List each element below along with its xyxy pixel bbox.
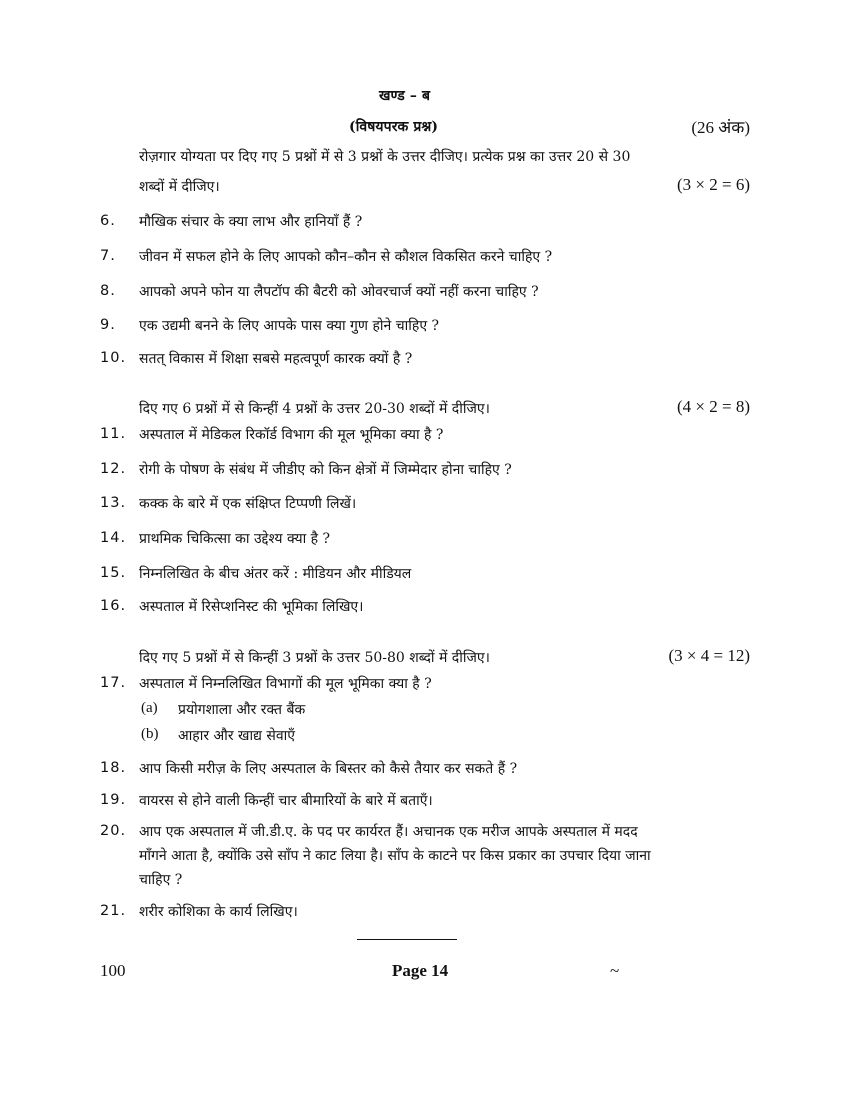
question-number: 19. — [100, 792, 127, 808]
subpart-text: आहार और खाद्य सेवाएँ — [178, 728, 296, 744]
question-number: 10. — [100, 350, 127, 366]
question-text: रोगी के पोषण के संबंध में जीडीए को किन क्षेत्रों में जिम्मेदार होना चाहिए ? — [139, 462, 512, 478]
group1-instruction-line1: रोज़गार योग्यता पर दिए गए 5 प्रश्नों में से 3 प्रश्नों के उत्तर दीजिए। प्रत्येक प्रश्न का उत्तर 20 से 30 — [139, 149, 631, 165]
question-text: जीवन में सफल होने के लिए आपको कौन–कौन से कौशल विकसित करने चाहिए ? — [139, 249, 553, 265]
question-text: अस्पताल में मेडिकल रिकॉर्ड विभाग की मूल भूमिका क्या है ? — [139, 427, 444, 443]
subpart-label: (b) — [141, 726, 159, 742]
question-number: 8. — [100, 283, 116, 299]
question-text-line3: चाहिए ? — [139, 872, 183, 888]
section-title: खण्ड – ब — [379, 88, 431, 104]
question-number: 13. — [100, 495, 127, 511]
question-text: आपको अपने फोन या लैपटॉप की बैटरी को ओवरचार्ज क्यों नहीं करना चाहिए ? — [139, 284, 539, 300]
paper-code: 100 — [100, 961, 126, 980]
question-number: 18. — [100, 760, 127, 776]
section-subtitle: (विषयपरक प्रश्न) — [349, 119, 439, 135]
question-text: शरीर कोशिका के कार्य लिखिए। — [139, 904, 298, 920]
page-number: Page 14 — [392, 961, 449, 980]
question-text: एक उद्यमी बनने के लिए आपके पास क्या गुण होने चाहिए ? — [139, 318, 440, 334]
question-text-line1: आप एक अस्पताल में जी.डी.ए. के पद पर कार्यरत हैं। अचानक एक मरीज आपके अस्पताल में मदद — [139, 824, 638, 840]
question-number: 14. — [100, 530, 127, 546]
group2-instruction: दिए गए 6 प्रश्नों में से किन्हीं 4 प्रश्नों के उत्तर 20-30 शब्दों में दीजिए। — [139, 401, 490, 417]
subpart-text: प्रयोगशाला और रक्त बैंक — [178, 702, 306, 718]
question-number: 7. — [100, 248, 116, 264]
question-number: 17. — [100, 675, 127, 691]
group2-marks: (4 × 2 = 8) — [677, 397, 750, 416]
question-text: आप किसी मरीज़ के लिए अस्पताल के बिस्तर को कैसे तैयार कर सकते हैं ? — [139, 761, 518, 777]
group3-instruction: दिए गए 5 प्रश्नों में से किन्हीं 3 प्रश्नों के उत्तर 50-80 शब्दों में दीजिए। — [139, 650, 490, 666]
question-number: 11. — [100, 426, 127, 442]
group1-marks: (3 × 2 = 6) — [677, 175, 750, 194]
subpart-label: (a) — [141, 700, 158, 716]
footer-mark: ~ — [610, 961, 620, 980]
question-text: वायरस से होने वाली किन्हीं चार बीमारियों के बारे में बताएँ। — [139, 793, 433, 809]
question-text: मौखिक संचार के क्या लाभ और हानियाँ हैं ? — [139, 214, 363, 230]
question-number: 21. — [100, 903, 127, 919]
question-number: 6. — [100, 213, 116, 229]
question-text: अस्पताल में निम्नलिखित विभागों की मूल भूमिका क्या है ? — [139, 676, 432, 692]
question-text-line2: माँगने आता है, क्योंकि उसे साँप ने काट लिया है। साँप के काटने पर किस प्रकार का उपचार दिया जाना — [139, 848, 651, 864]
question-text: प्राथमिक चिकित्सा का उद्देश्य क्या है ? — [139, 531, 331, 547]
question-text: अस्पताल में रिसेप्शनिस्ट की भूमिका लिखिए। — [139, 599, 364, 615]
question-number: 20. — [100, 823, 127, 839]
group3-marks: (3 × 4 = 12) — [668, 646, 750, 665]
question-number: 15. — [100, 565, 127, 581]
question-text: सतत् विकास में शिक्षा सबसे महत्वपूर्ण कारक क्यों है ? — [139, 351, 413, 367]
question-number: 12. — [100, 461, 127, 477]
question-text: निम्नलिखित के बीच अंतर करें : मीडियन और मीडियल — [139, 566, 412, 582]
question-number: 9. — [100, 317, 116, 333]
group1-instruction-line2: शब्दों में दीजिए। — [139, 179, 220, 195]
question-number: 16. — [100, 598, 127, 614]
question-text: कक्क के बारे में एक संक्षिप्त टिप्पणी लिखें। — [139, 496, 357, 512]
end-rule — [357, 939, 457, 940]
section-total-marks: (26 अंक) — [691, 118, 750, 137]
